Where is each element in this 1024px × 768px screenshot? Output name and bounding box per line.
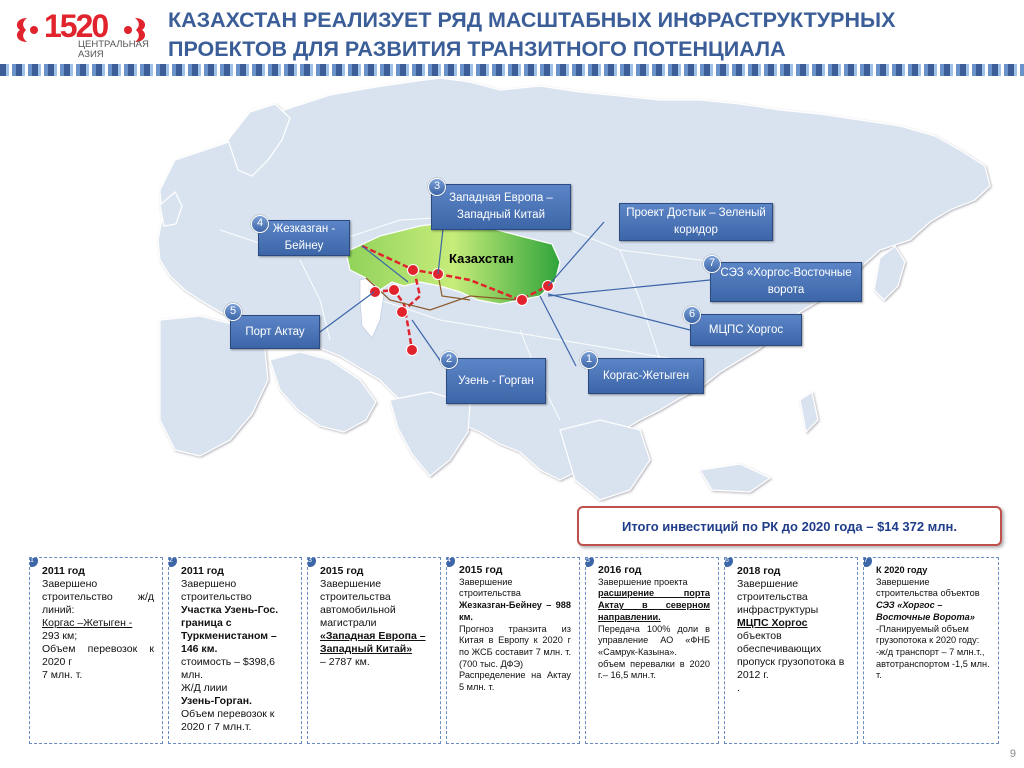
card-year: 2018 год [737, 565, 781, 577]
callout-uzen-gorgan: Узень - Горган [446, 358, 546, 404]
card-line: Завершено строительство [181, 578, 252, 603]
callout-mcps-khorgos: МЦПС Хоргос [690, 314, 802, 346]
page-title: КАЗАХСТАН РЕАЛИЗУЕТ РЯД МАСШТАБНЫХ ИНФРАСТРУКТУРНЫХ ПРОЕКТОВ ДЛЯ РАЗВИТИЯ ТРАНЗИТНОГО ПОТЕНЦИАЛА [168, 8, 896, 61]
card-number: 3 [307, 557, 316, 567]
land-japan [874, 246, 905, 300]
land-india [390, 392, 470, 476]
project-card-3 [307, 557, 441, 744]
card-line: 293 км; [42, 630, 78, 642]
project-card-2 [168, 557, 302, 744]
card-line: Прогноз транзита из Китая в Европу к 2020 г по ЖСБ составит 7 млн. т. (700 тыс. ДФЭ) [459, 623, 571, 669]
card-number: 5 [585, 557, 594, 567]
card-line: Завершено строительство ж/д линий: [42, 578, 154, 616]
callout-dostyk-green-corridor: Проект Достык – Зеленый коридор [619, 203, 773, 241]
logo-number: 1520 [44, 8, 108, 44]
project-card-6 [724, 557, 858, 744]
card-line: Участка Узень-Гос. граница с Туркменистаном – 146 км. [181, 604, 279, 655]
badge-1: 1 [580, 351, 598, 369]
card-number: 2 [168, 557, 177, 567]
ornament-icon [12, 16, 42, 44]
callout-sez-khorgos: СЭЗ «Хоргос-Восточные ворота [710, 262, 862, 302]
badge-5: 5 [224, 303, 242, 321]
card-year: 2011 год [181, 565, 224, 577]
card-line: объектов обеспечивающих пропуск грузопотока в 2012 г. [737, 630, 845, 681]
card-number: 6 [724, 557, 733, 567]
card-line: Узень-Горган. [181, 695, 252, 707]
card-line: объем перевалки в 2020 г.– 16,5 млн.т. [598, 658, 710, 681]
card-line: Завершение строительства автомобильной магистрали [320, 578, 396, 629]
card-line: – 2787 км. [320, 656, 370, 668]
card-line: Коргас –Жетыген - [42, 617, 133, 629]
card-line: Объем перевозок к 2020 г 7 млн.т. [181, 708, 275, 733]
callout-korgas-zhetygen: Коргас-Жетыген [588, 358, 704, 394]
land-indonesia [700, 464, 770, 492]
card-line: Завершение строительства объектов [876, 576, 980, 599]
badge-4: 4 [251, 215, 269, 233]
badge-2: 2 [440, 351, 458, 369]
card-line: -Планируемый объем грузопотока к 2020 году: [876, 623, 980, 646]
badge-3: 3 [428, 178, 446, 196]
card-line: Ж/Д лиии [181, 682, 228, 694]
card-line: Завершение проекта [598, 576, 688, 587]
card-line: 7 млн. т. [42, 669, 83, 681]
callout-port-aktau: Порт Актау [230, 315, 320, 349]
card-line: Объем перевозок к 2020 г [42, 643, 154, 668]
card-line: Завершение строительства [459, 576, 521, 599]
card-line: -ж/д транспорт – 7 млн.т., [876, 646, 985, 657]
total-investment: Итого инвестиций по РК до 2020 года – $14 372 млн. [577, 506, 1002, 546]
card-year: К 2020 году [876, 565, 928, 575]
project-card-7 [863, 557, 999, 744]
project-card-5 [585, 557, 719, 744]
badge-7: 7 [703, 255, 721, 273]
callout-west-europe-west-china: Западная Европа – Западный Китай [431, 184, 571, 230]
land-philippines [800, 392, 818, 432]
project-card-4 [446, 557, 580, 744]
logo [8, 6, 158, 64]
land-seasia [560, 420, 650, 500]
page-number: 9 [1009, 748, 1016, 760]
card-line: стоимость – $398,6 млн. [181, 656, 276, 681]
ornament-band [0, 64, 1024, 76]
card-number: 1 [29, 557, 38, 567]
badge-6: 6 [683, 306, 701, 324]
card-line: Передача 100% доли в управление АО «ФНБ «Самрук-Казына». [598, 623, 710, 657]
eurasia-map [0, 76, 1024, 551]
card-line: СЭЗ «Хоргос – Восточные Ворота» [876, 600, 975, 622]
project-card-1 [29, 557, 163, 744]
card-year: 2015 год [459, 564, 503, 576]
callout-zhezkazgan-beineu: Жезказган - Бейнеу [258, 220, 350, 256]
card-year: 2015 год [320, 565, 364, 577]
country-label-kazakhstan: Казахстан [449, 251, 514, 266]
card-number: 4 [446, 557, 455, 567]
card-line: МЦПС Хоргос [737, 617, 808, 629]
card-year: 2016 год [598, 564, 642, 576]
card-number: 7 [863, 557, 872, 567]
card-line: «Западная Европа – Западный Китай» [320, 630, 426, 655]
card-line: автотранспортом -1,5 млн. т. [876, 658, 990, 681]
logo-subtitle: ЦЕНТРАЛЬНАЯ АЗИЯ [78, 39, 149, 60]
card-line: Распределение на Актау 5 млн. т. [459, 670, 571, 693]
card-line: . [737, 682, 740, 694]
card-line: расширение порта Актау в северном направлении. [598, 588, 710, 622]
card-line: Жезказган-Бейнеу – 988 км. [459, 600, 571, 622]
card-year: 2011 год [42, 565, 85, 577]
card-line: Завершение строительства инфраструктуры [737, 578, 819, 616]
